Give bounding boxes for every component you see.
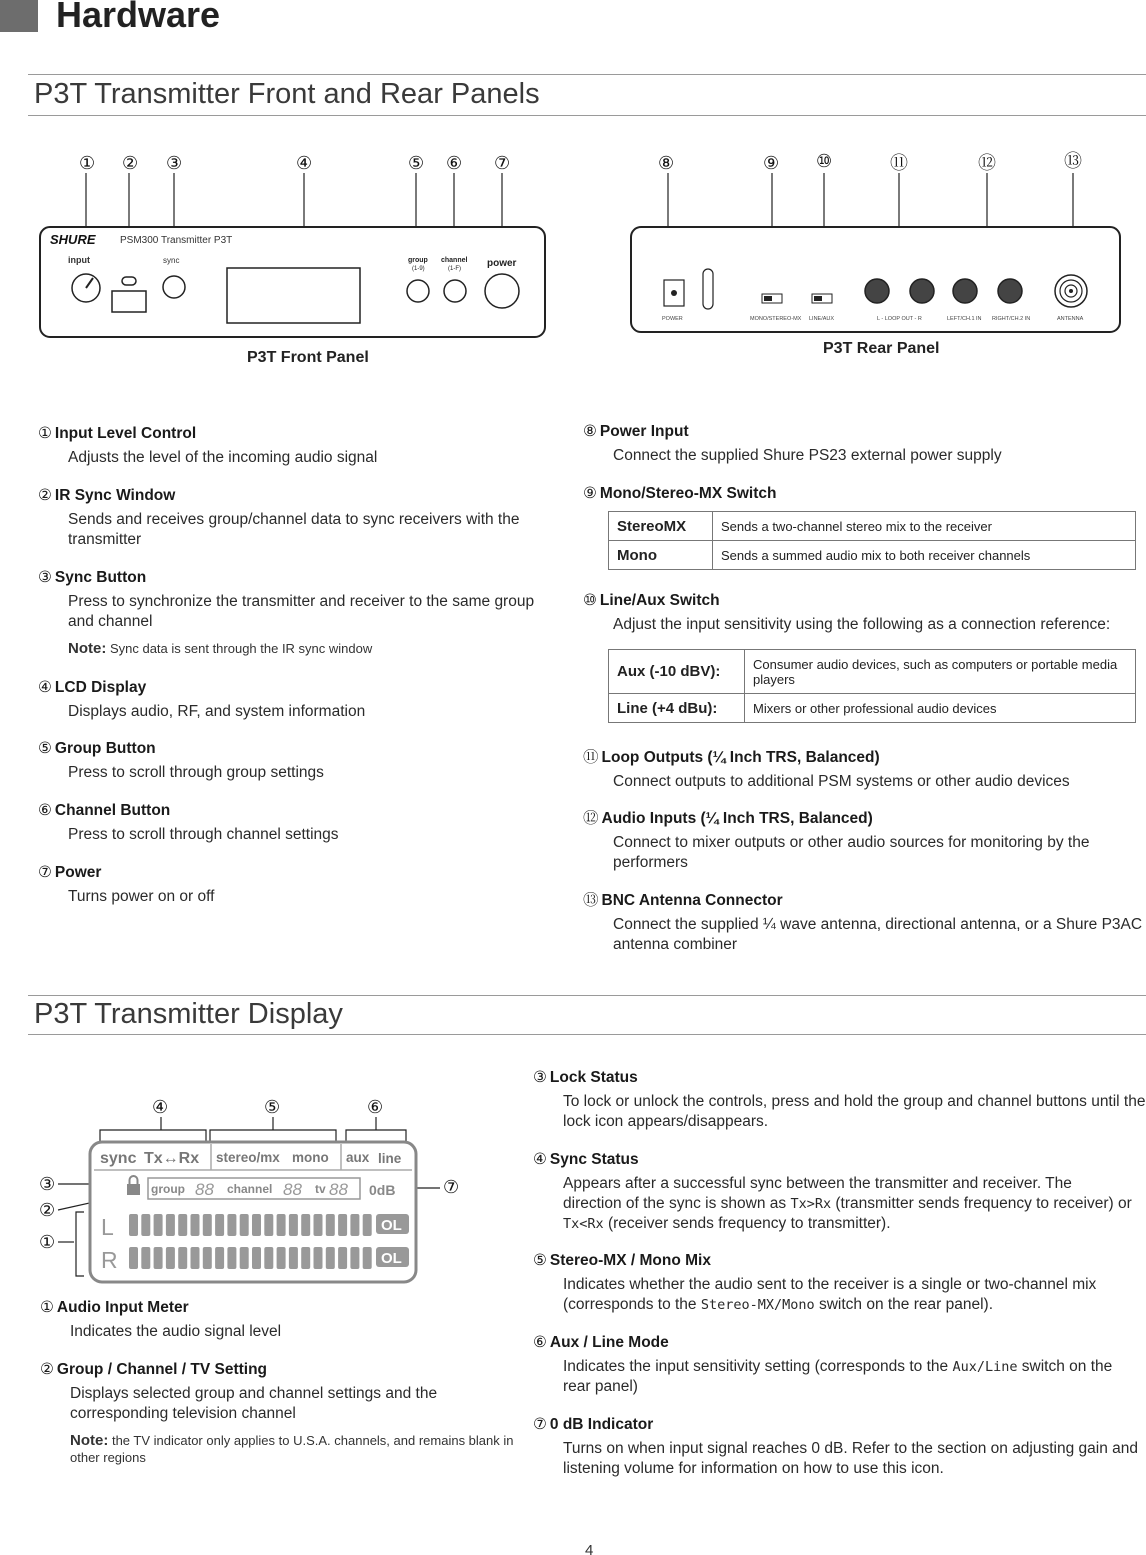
meter-segment (289, 1214, 298, 1236)
callout-8: ⑧ (658, 153, 675, 173)
front-item-6: ⑥ Channel Button Press to scroll through channel settings (38, 802, 339, 843)
callout-7: ⑦ (494, 153, 511, 173)
lcd-callout-3: ③ (39, 1174, 56, 1194)
lcd-group-text: group (151, 1182, 185, 1196)
callout-13: ⑬ (1064, 151, 1082, 171)
lcd-stereomx-text: stereo/mx (216, 1150, 280, 1165)
meter-segment (350, 1214, 359, 1236)
sync-label: sync (163, 256, 180, 265)
front-item-7: ⑦ Power Turns power on or off (38, 864, 215, 905)
rear-item-10: ⑩ Line/Aux Switch Adjust the input sensitivity using the following as a connection reference: (583, 592, 1111, 633)
group-label: group (408, 257, 428, 264)
meter-segment (363, 1247, 372, 1269)
mono-stereo-table: StereoMX Sends a two-channel stereo mix to the receiver Mono Sends a summed audio mix to both receiver channels (608, 511, 1136, 570)
lcd-aux-text: aux (346, 1150, 370, 1165)
ol-right-text: OL (381, 1250, 402, 1267)
lcd-r-text: R (101, 1247, 118, 1273)
display-item-4: ④ Sync Status Appears after a successful sync between the transmitter and receiver. The direction of the sync is shown as Tx>Rx (transmitter sends frequency to receiver) or Tx<Rx (receiver sends frequency to transmitter). (533, 1151, 1132, 1232)
front-item-4: ④ LCD Display Displays audio, RF, and system information (38, 679, 366, 720)
meter-segment (129, 1214, 138, 1236)
callout-11: ⑪ (890, 153, 908, 173)
mono-stereo-switch (764, 296, 772, 301)
header-block (0, 0, 38, 32)
lcd-display-illustration (30, 1090, 480, 1290)
meter-segment (301, 1247, 310, 1269)
callout-10: ⑩ (816, 151, 833, 171)
display-item-6: ⑥ Aux / Line Mode Indicates the input sensitivity setting (corresponds to the Aux/Line switch on the rear panel) (533, 1334, 1113, 1395)
lcd-tv-digits: 88 (329, 1180, 348, 1199)
lcd-callout-1: ① (39, 1232, 56, 1252)
front-jack (112, 291, 146, 312)
callout-3: ③ (166, 153, 183, 173)
line-aux-switch (814, 296, 822, 301)
channel-label: channel (441, 257, 468, 264)
meter-segment (227, 1247, 236, 1269)
section2-divider-bottom (28, 1034, 1146, 1035)
section-divider-top (28, 74, 1146, 75)
meter-segment (326, 1247, 335, 1269)
channel-button (444, 280, 466, 302)
lcd-display (227, 268, 360, 323)
front-item-1: ① Input Level Control Adjusts the level of the incoming audio signal (38, 425, 378, 466)
rear-panel-caption: P3T Rear Panel (823, 340, 940, 357)
lcd-callout-4: ④ (152, 1097, 169, 1117)
callout-5: ⑤ (408, 153, 425, 173)
meter-segment (277, 1214, 286, 1236)
meter-segment (264, 1214, 273, 1236)
section2-divider-top (28, 995, 1146, 996)
loop-out-right-jack (910, 279, 934, 303)
channel-range: (1-F) (448, 266, 461, 272)
meter-segment (215, 1214, 224, 1236)
meter-segment (314, 1214, 323, 1236)
callout-1: ① (79, 153, 96, 173)
callout-6: ⑥ (446, 153, 463, 173)
lcd-callout-6: ⑥ (367, 1097, 384, 1117)
right-input-jack (998, 279, 1022, 303)
meter-segment (154, 1214, 163, 1236)
meter-segment (141, 1214, 150, 1236)
lcd-line-text: line (378, 1151, 402, 1166)
lcd-callout-2: ② (39, 1200, 56, 1220)
meter-segment (314, 1247, 323, 1269)
display-item-1: ① Audio Input Meter Indicates the audio signal level (40, 1299, 282, 1340)
front-item-3: ③ Sync Button Press to synchronize the transmitter and receiver to the same group and channel Note: Sync data is sent through the IR sync window (38, 569, 535, 657)
meter-segment (289, 1247, 298, 1269)
front-item-2: ② IR Sync Window Sends and receives group/channel data to sync receivers with the transmitter (38, 487, 520, 548)
meter-segment (129, 1247, 138, 1269)
meter-segment (252, 1214, 261, 1236)
meter-segment (338, 1214, 347, 1236)
lcd-channel-digits: 88 (283, 1180, 302, 1199)
meter-segment (203, 1214, 212, 1236)
callout-2: ② (122, 153, 139, 173)
front-item-5: ⑤ Group Button Press to scroll through group settings (38, 740, 324, 781)
meter-segment (191, 1247, 200, 1269)
front-panel-caption: P3T Front Panel (247, 349, 369, 366)
rear-item-12: ⑫ Audio Inputs (¼ Inch TRS, Balanced) Connect to mixer outputs or other audio sources for monitoring by the performers (583, 810, 1090, 871)
lcd-sync-text: sync (100, 1150, 137, 1167)
shure-logo: SHURE (50, 232, 96, 247)
rear-item-9: ⑨ Mono/Stereo-MX Switch (583, 485, 777, 502)
meter-segment (191, 1214, 200, 1236)
lcd-group-digits: 88 (195, 1180, 214, 1199)
meter-segment (166, 1247, 175, 1269)
meter-segment (178, 1247, 187, 1269)
group-range: (1-9) (412, 266, 425, 272)
meter-segment (363, 1214, 372, 1236)
lcd-callout-7: ⑦ (443, 1177, 460, 1197)
ir-sync-window (122, 277, 136, 285)
input-label: input (68, 255, 90, 265)
page-title: Hardware (56, 0, 221, 35)
section-title-display: P3T Transmitter Display (34, 998, 343, 1030)
meter-segment (252, 1247, 261, 1269)
meter-segment (227, 1214, 236, 1236)
meter-segment (240, 1247, 249, 1269)
rear-panel-illustration (620, 145, 1130, 345)
rear-antenna-label: ANTENNA (1057, 316, 1084, 322)
sync-button (163, 276, 185, 298)
meter-segment (166, 1214, 175, 1236)
rear-power-label: POWER (662, 316, 683, 322)
display-item-5: ⑤ Stereo-MX / Mono Mix Indicates whether the audio sent to the receiver is a single or two-channel mix (corresponds to the Stereo-MX/Mono switch on the rear panel). (533, 1252, 1097, 1313)
front-panel-illustration (30, 145, 560, 345)
power-label: power (487, 258, 517, 269)
meter-segment (326, 1214, 335, 1236)
cable-clip (703, 269, 713, 309)
section-divider-bottom (28, 115, 1146, 116)
meter-segment (215, 1247, 224, 1269)
line-aux-table: Aux (-10 dBV): Consumer audio devices, such as computers or portable media players Line (+4 dBu): Mixers or other professional audio devices (608, 649, 1136, 723)
lcd-tv-text: tv (315, 1182, 326, 1196)
rear-left-in-label: LEFT/CH.1 IN (947, 316, 982, 322)
callout-9: ⑨ (763, 153, 780, 173)
meter-segment (338, 1247, 347, 1269)
rear-loop-label: L - LOOP OUT - R (877, 316, 922, 322)
rear-item-8: ⑧ Power Input Connect the supplied Shure PS23 external power supply (583, 423, 1002, 464)
power-button (485, 274, 519, 308)
lcd-0db-text: 0dB (369, 1182, 396, 1198)
rear-item-11: ⑪ Loop Outputs (¼ Inch TRS, Balanced) Connect outputs to additional PSM systems or other audio devices (583, 749, 1070, 790)
lcd-txrx-text: Tx↔Rx (144, 1150, 200, 1167)
display-item-7: ⑦ 0 dB Indicator Turns on when input signal reaches 0 dB. Refer to the section on adjusting gain and listening volume for information on how to use this icon. (533, 1416, 1139, 1477)
rear-item-13: ⑬ BNC Antenna Connector Connect the supplied ¼ wave antenna, directional antenna, or a Shure P3AC antenna combiner (583, 892, 1143, 953)
display-item-2: ② Group / Channel / TV Setting Displays selected group and channel settings and the corresponding television channel Note: the TV indicator only applies to U.S.A. channels, and remains blank in other regions (40, 1361, 514, 1465)
meter-segment (277, 1247, 286, 1269)
ol-left-text: OL (381, 1217, 402, 1234)
callout-12: ⑫ (978, 153, 996, 173)
display-item-3: ③ Lock Status To lock or unlock the controls, press and hold the group and channel buttons until the lock icon appears/disappears. (533, 1069, 1146, 1130)
meter-segment (350, 1247, 359, 1269)
rear-lineaux-label: LINE/AUX (809, 316, 835, 322)
meter-segment (301, 1214, 310, 1236)
left-input-jack (953, 279, 977, 303)
rear-right-in-label: RIGHT/CH.2 IN (992, 316, 1031, 322)
model-label: PSM300 Transmitter P3T (120, 235, 233, 246)
meter-segment (203, 1247, 212, 1269)
meter-segment (178, 1214, 187, 1236)
meter-segment (154, 1247, 163, 1269)
meter-segment (264, 1247, 273, 1269)
lcd-callout-5: ⑤ (264, 1097, 281, 1117)
meter-segment (240, 1214, 249, 1236)
lcd-l-text: L (101, 1214, 114, 1240)
group-button (407, 280, 429, 302)
lcd-mono-text: mono (292, 1150, 329, 1165)
lcd-channel-text: channel (227, 1182, 273, 1196)
loop-out-left-jack (865, 279, 889, 303)
section-title-panels: P3T Transmitter Front and Rear Panels (34, 78, 540, 110)
rear-mono-label: MONO/STEREO-MX (750, 316, 802, 322)
page-number: 4 (585, 1542, 594, 1555)
callout-4: ④ (296, 153, 313, 173)
meter-segment (141, 1247, 150, 1269)
